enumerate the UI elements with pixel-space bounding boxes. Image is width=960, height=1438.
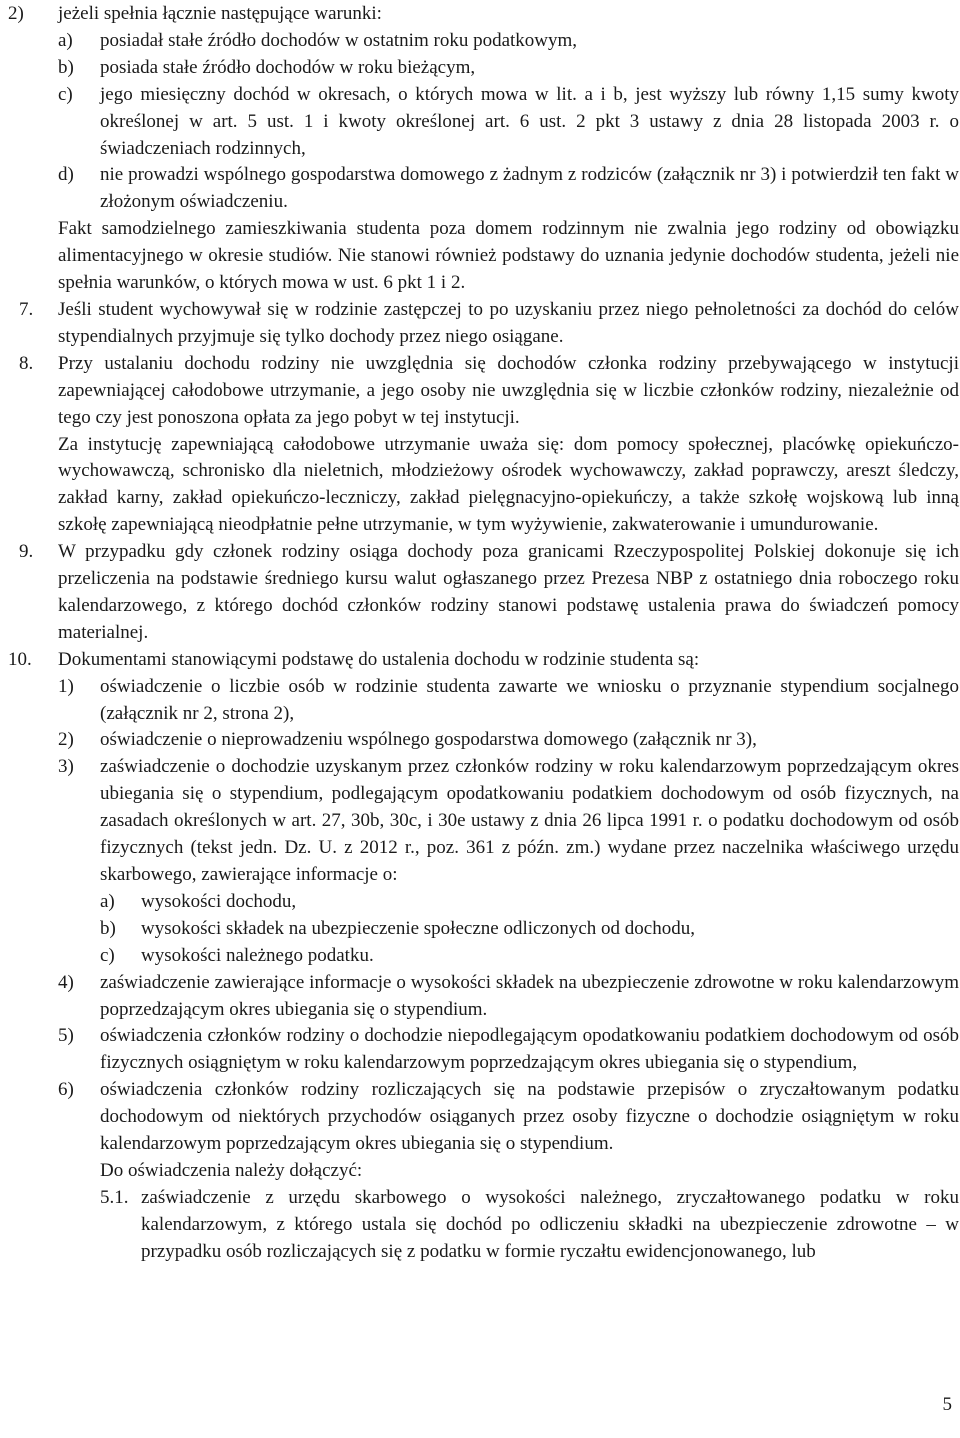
sub-item-text: posiada stałe źródło dochodów w roku bieżącym,: [100, 56, 476, 78]
sub-sub-item-number: a): [100, 890, 115, 912]
sub-item-number: b): [58, 56, 74, 78]
sub-item-number: 6): [58, 1079, 74, 1101]
sub-list-item: [0, 727, 960, 754]
paragraph-text: Za instytucję zapewniającą całodobowe utrzymanie uważa się: dom pomocy społecznej, placówkę opiekuńczo-wychowawczą, schronisko dla nieletnich, młodzieżowy ośrodek wychowawczy, zakład poprawczy, areszt śledczy, zakład karny, zakład opiekuńczo-leczniczy, zakład pielęgnacyjno-opiekuńczy, a także szkołę wojskową lub inną szkołę zapewniającą nieodpłatnie pełne utrzymanie, w tym wyżywienie, zakwaterowanie i umundurowanie.: [58, 433, 959, 536]
list-item: [0, 539, 960, 647]
sub-item-number: c): [58, 83, 73, 105]
sub-item-text: nie prowadzi wspólnego gospodarstwa domowego z żadnym z rodziców (załącznik nr 3) i potwierdził ten fakt w złożonym oświadczeniu.: [100, 164, 959, 213]
item-text: jeżeli spełnia łącznie następujące warunki:: [58, 3, 382, 24]
sub-item-text: zaświadczenie zawierające informacje o wysokości składek na ubezpieczenie zdrowotne w roku kalendarzowym poprzedzającym okres ubiegania się o stypendium.: [100, 971, 959, 1020]
sub-item-number: 3): [58, 756, 74, 778]
sub-list-item: [0, 970, 960, 1024]
sub-sub-item-number: b): [100, 917, 116, 939]
item-text: W przypadku gdy członek rodziny osiąga dochody poza granicami Rzeczypospolitej Polskiej dokonuje się ich przeliczenia na podstawie średniego kursu walut ogłaszanego przez Prezesa NBP z ostatniego dnia roboczego roku kalendarzowego, z którego dochód członków rodziny stanowi podstawę ustalenia prawa do świadczeń pomocy materialnej.: [58, 541, 959, 643]
sub-list-item: [0, 674, 960, 728]
paragraph-text: Fakt samodzielnego zamieszkiwania studenta poza domem rodzinnym nie zwalnia jego rodziny od obowiązku alimentacyjnego w okresie studiów. Nie stanowi również podstawy do uznania jedynie dochodów studenta, jeżeli nie spełnia warunków, o których mowa w ust. 6 pkt 1 i 2.: [58, 218, 959, 294]
sub-item-number: a): [58, 29, 73, 51]
sub-list-item: [0, 162, 960, 216]
sub-sub-item-text: wysokości dochodu,: [141, 890, 297, 912]
item-text: Jeśli student wychowywał się w rodzinie zastępczej to po uzyskaniu przez niego pełnoletności za dochód do celów stypendialnych przyjmuje się tylko dochody przez niego osiągane.: [58, 298, 959, 347]
sub-item-number: 2): [58, 729, 74, 751]
sub-list-item: [0, 82, 960, 163]
sub-list-item: [0, 754, 960, 889]
sub-item-text: oświadczenie o nieprowadzeniu wspólnego gospodarstwa domowego (załącznik nr 3),: [100, 729, 757, 751]
sub-item-text: posiadał stałe źródło dochodów w ostatnim roku podatkowym,: [100, 29, 578, 51]
sub-item-text: zaświadczenie o dochodzie uzyskanym przez członków rodziny w roku kalendarzowym poprzedzającym okres ubiegania się o stypendium, podlegającym opodatkowaniu podatkiem dochodowym od osób fizycznych, na zasadach określonych w art. 27, 30b, 30c, i 30e ustawy z dnia 26 lipca 1991 r. o podatku dochodowym od osób fizycznych (tekst jedn. Dz. U. z 2012 r., poz. 361 z późn. zm.) wydane przez naczelnika właściwego urzędu skarbowego, zawierające informacje o:: [100, 756, 959, 885]
sub-item-text: jego miesięczny dochód w okresach, o których mowa w lit. a i b, jest wyższy lub równy 1,15 sumy kwoty określonej w art. 5 ust. 1 i kwoty określonej art. 6 ust. 2 pkt 3 ustawy z dnia 28 listopada 2003 r. o świadczeniach rodzinnych,: [100, 83, 959, 159]
item-number: 7.: [19, 298, 34, 320]
sub-sub-item-text: wysokości należnego podatku.: [141, 944, 374, 966]
item-text: Dokumentami stanowiącymi podstawę do ustalenia dochodu w rodzinie studenta są:: [58, 648, 700, 670]
sub-sub-item-number: c): [100, 944, 115, 966]
document-body: [0, 1, 960, 1266]
list-item: [0, 351, 960, 432]
sub-list-item: [0, 55, 960, 82]
page-number: 5: [942, 1394, 952, 1415]
item-number: 9.: [19, 541, 34, 563]
attachment-label: [0, 1158, 960, 1185]
sub-sub-item-text: wysokości składek na ubezpieczenie społeczne odliczonych od dochodu,: [141, 917, 695, 939]
sub-item-number: 5): [58, 1025, 74, 1047]
sub-list-item: [0, 1023, 960, 1077]
sub-sub-list-item: [0, 916, 960, 943]
sub-item-number: 1): [58, 675, 74, 697]
item-number: 10.: [8, 648, 32, 670]
sub-item-number: d): [58, 164, 74, 186]
list-item: [0, 647, 960, 674]
paragraph: [0, 432, 960, 540]
attachment-item-number: 5.1.: [100, 1186, 129, 1208]
sub-item-number: 4): [58, 971, 74, 993]
sub-item-text: oświadczenia członków rodziny rozliczających się na podstawie przepisów o zryczałtowanym podatku dochodowym od niektórych przychodów osiąganych przez osoby fizyczne o dochodzie osiągniętym w roku kalendarzowym poprzedzającym okres ubiegania się o stypendium.: [100, 1079, 959, 1155]
item-text: Przy ustalaniu dochodu rodziny nie uwzględnia się dochodów członka rodziny przebywającego w instytucji zapewniającej całodobowe utrzymanie, a jego osoby nie uwzględnia się w liczbie członków rodziny, niezależnie od tego czy jest ponoszona opłata za jego pobyt w tej instytucji.: [58, 352, 959, 428]
attachment-item-text: zaświadczenie z urzędu skarbowego o wysokości należnego, zryczałtowanego podatku w roku kalendarzowym, z którego ustala się dochód po odliczeniu składki na ubezpieczenie zdrowotne – w przypadku osób rozliczających się z podatku w formie ryczałtu ewidencjonowanego, lub: [141, 1186, 959, 1262]
sub-sub-list-item: [0, 889, 960, 916]
attachment-label-text: Do oświadczenia należy dołączyć:: [100, 1159, 363, 1181]
item-number: 8.: [19, 352, 34, 374]
paragraph: [0, 216, 960, 297]
attachment-item: [0, 1185, 960, 1266]
sub-item-text: oświadczenie o liczbie osób w rodzinie studenta zawarte we wniosku o przyznanie stypendium socjalnego (załącznik nr 2, strona 2),: [100, 675, 959, 724]
list-item: [0, 297, 960, 351]
sub-list-item: [0, 28, 960, 55]
list-item: [0, 1, 960, 28]
sub-list-item: [0, 1077, 960, 1158]
sub-item-text: oświadczenia członków rodziny o dochodzie niepodlegającym opodatkowaniu podatkiem dochodowym od osób fizycznych osiągniętym w roku kalendarzowym poprzedzającym okres ubiegania się o stypendium,: [100, 1025, 959, 1074]
sub-sub-list-item: [0, 943, 960, 970]
item-number: 2): [8, 3, 24, 24]
